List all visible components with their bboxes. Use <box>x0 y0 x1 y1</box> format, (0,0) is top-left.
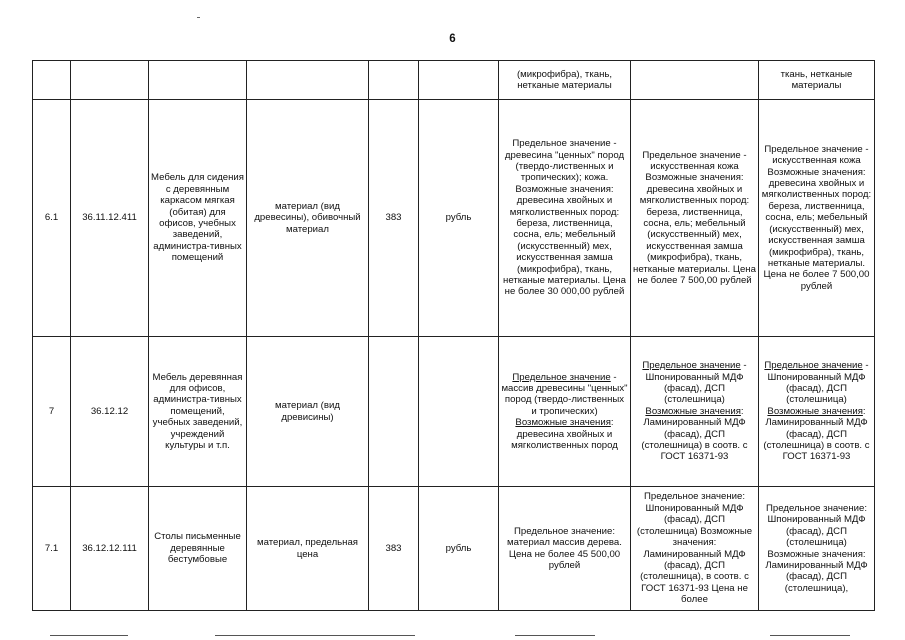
value-group-3-cell: ткань, нетканые материалы <box>759 61 875 100</box>
unit-cell <box>419 337 499 487</box>
row-number-cell: 7 <box>33 337 71 487</box>
value-group-2-cell: Предельное значение: Шпонированный МДФ (фасад), ДСП (столешница) Возможные значения: Ламинированный МДФ (фасад), ДСП (столешница), в соотв. с ГОСТ 16371-93 Цена не более <box>631 487 759 611</box>
characteristic-cell <box>247 61 369 100</box>
scan-edge-line <box>770 635 850 636</box>
characteristic-cell: материал (вид древисины) <box>247 337 369 487</box>
limit-value: - Шпонированный МДФ (фасад), ДСП (столешница) <box>645 360 747 406</box>
limit-value: - Шпонированный МДФ (фасад), ДСП (столешница) <box>767 360 869 406</box>
okei-code-cell <box>369 337 419 487</box>
value-group-1-cell: Предельное значение - древесина "ценных" пород (твердо-лиственных и тропических); кожа. Возможные значения: древесина хвойных и мягколиственных пород: береза, лиственница, сосна, ель; мебельный (искусственный) мех, искусственная замша (микрофибра), ткань, нетканые материалы. Цена не более 30 000,00 рублей <box>499 100 631 337</box>
limit-label: Предельное значение <box>512 371 611 383</box>
value-group-3-cell <box>759 337 875 487</box>
okei-code-cell: 383 <box>369 100 419 337</box>
okpd2-code-cell: 36.11.12.411 <box>71 100 149 337</box>
value-group-3-cell: Предельное значение - искусственная кожа Возможные значения: древесина хвойных и мягколиственных пород: береза, лиственница, сосна, ель; мебельный (искусственный) мех, искусственная замша (микрофибра), ткань, нетканые материалы. Цена не более 7 500,00 рублей <box>759 100 875 337</box>
scan-edge-line <box>215 635 415 636</box>
item-name-cell: Мебель деревянная для офисов, администра-тивных помещений, учебных заведений, учреждений культуры и т.п. <box>149 337 247 487</box>
okei-code-cell: 383 <box>369 487 419 611</box>
options-label: Возможные значения <box>767 405 863 417</box>
row-number-cell <box>33 61 71 100</box>
item-name-cell: Столы письменные деревянные бестумбовые <box>149 487 247 611</box>
table-row <box>33 487 875 611</box>
characteristic-cell: материал, предельная цена <box>247 487 369 611</box>
characteristic-cell: материал (вид древесины), обивочный материал <box>247 100 369 337</box>
okei-code-cell <box>369 61 419 100</box>
table-row <box>33 100 875 337</box>
item-name-cell <box>149 61 247 100</box>
options-label: Возможные значения <box>515 417 611 429</box>
table-row <box>33 337 875 487</box>
options-value: : Ламинированный МДФ (фасад), ДСП (столешница) в соотв. с ГОСТ 16371-93 <box>641 405 748 463</box>
value-group-3-cell: Предельное значение: Шпонированный МДФ (фасад), ДСП (столешница) Возможные значения: Ламинированный МДФ (фасад), ДСП (столешница), <box>759 487 875 611</box>
limit-label: Предельное значение <box>764 360 863 372</box>
scan-edge-line <box>515 635 595 636</box>
value-group-2-cell <box>631 337 759 487</box>
value-group-2-cell: Предельное значение - искусственная кожа Возможные значения: древесина хвойных и мягколиственных пород: береза, лиственница, сосна, ель; мебельный (искусственный) мех, искусственная замша (микрофибра), ткань, нетканые материалы. Цена не более 7 500,00 рублей <box>631 100 759 337</box>
limit-value: - массив древесины "ценных" пород (твердо-лиственных и тропических) <box>501 371 628 417</box>
value-group-1-cell: (микрофибра), ткань, нетканые материалы <box>499 61 631 100</box>
scan-edge-line <box>50 635 128 636</box>
value-group-2-cell <box>631 61 759 100</box>
limit-label: Предельное значение <box>642 360 741 372</box>
options-value: : Ламинированный МДФ (фасад), ДСП (столешница) в соотв. с ГОСТ 16371-93 <box>763 405 870 463</box>
options-label: Возможные значения <box>645 405 741 417</box>
okpd2-code-cell: 36.12.12.111 <box>71 487 149 611</box>
row-number-cell: 6.1 <box>33 100 71 337</box>
item-name-cell: Мебель для сидения с деревянным каркасом мягкая (обитая) для офисов, учебных заведений, администра-тивных помещений <box>149 100 247 337</box>
scan-speck <box>197 17 200 18</box>
row-number-cell: 7.1 <box>33 487 71 611</box>
table-row <box>33 61 875 100</box>
unit-cell: рубль <box>419 487 499 611</box>
options-value: : древесина хвойных и мягколиственных пород <box>511 417 618 452</box>
okpd2-code-cell <box>71 61 149 100</box>
value-group-1-cell <box>499 337 631 487</box>
okpd2-code-cell: 36.12.12 <box>71 337 149 487</box>
unit-cell: рубль <box>419 100 499 337</box>
unit-cell <box>419 61 499 100</box>
specification-table <box>32 60 875 611</box>
page-number: 6 <box>449 33 456 45</box>
value-group-1-cell: Предельное значение: материал массив дерева. Цена не более 45 500,00 рублей <box>499 487 631 611</box>
